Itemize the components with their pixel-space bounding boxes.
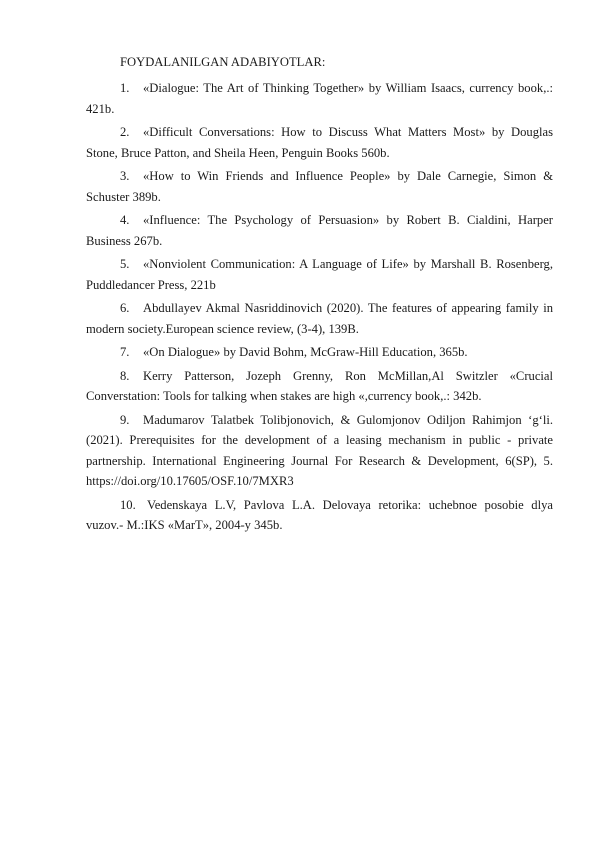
reference-item	[86, 495, 553, 536]
reference-number: 2.	[120, 125, 130, 139]
reference-number: 6.	[120, 301, 130, 315]
references-heading: FOYDALANILGAN ADABIYOTLAR:	[120, 55, 326, 69]
reference-number: 4.	[120, 213, 130, 227]
reference-number: 8.	[120, 368, 130, 383]
reference-number: 9.	[120, 412, 130, 427]
reference-list	[86, 78, 553, 539]
reference-number: 3.	[120, 169, 130, 183]
reference-text: Vedenskaya L.V, Pavlova L.A. Delovaya retorika: uchebnoe posobie dlya vuzov.- M.:IKS «MarT», 2004-y 345b.	[86, 497, 553, 532]
reference-number: 5.	[120, 257, 130, 271]
reference-text: «Difficult Conversations: How to Discuss What Matters Most» by Douglas Stone, Bruce Patton, and Sheila Heen, Penguin Books 560b.	[86, 125, 553, 160]
reference-number: 10.	[120, 497, 136, 512]
reference-item	[86, 298, 553, 339]
reference-item	[86, 166, 553, 207]
reference-number: 1.	[120, 81, 130, 95]
reference-text: Madumarov Talatbek Tolibjonovich, & Gulomjonov Odiljon Rahimjon ‘g‘li. (2021). Prerequisites for the development of a leasing mechanism in public - private partnership. International Engineering Journal For Research & Development, 6(SP), 5. https://doi.org/10.17605/OSF.10/7MXR3	[86, 412, 553, 488]
reference-text: «Influence: The Psychology of Persuasion» by Robert B. Cialdini, Harper Business 267b.	[86, 213, 553, 248]
reference-number: 7.	[120, 345, 130, 359]
reference-item	[86, 254, 553, 295]
reference-item	[86, 366, 553, 407]
reference-text: «How to Win Friends and Influence People» by Dale Carnegie, Simon & Schuster 389b.	[86, 169, 553, 204]
reference-item	[86, 210, 553, 251]
reference-text: Abdullayev Akmal Nasriddinovich (2020). The features of appearing family in modern society.European science review, (3-4), 139B.	[86, 301, 553, 336]
reference-item	[86, 410, 553, 492]
reference-text: «Dialogue: The Art of Thinking Together» by William Isaacs, currency book,.: 421b.	[86, 81, 553, 116]
reference-item	[86, 78, 553, 119]
reference-item	[86, 122, 553, 163]
reference-text: «On Dialogue» by David Bohm, McGraw-Hill Education, 365b.	[143, 345, 468, 359]
reference-text: «Nonviolent Communication: A Language of Life» by Marshall B. Rosenberg, Puddledancer Press, 221b	[86, 257, 553, 292]
reference-text: Kerry Patterson, Jozeph Grenny, Ron McMillan,Al Switzler «Crucial Converstation: Tools for talking when stakes are high «,currency book,.: 342b.	[86, 368, 553, 403]
reference-item	[86, 342, 553, 363]
